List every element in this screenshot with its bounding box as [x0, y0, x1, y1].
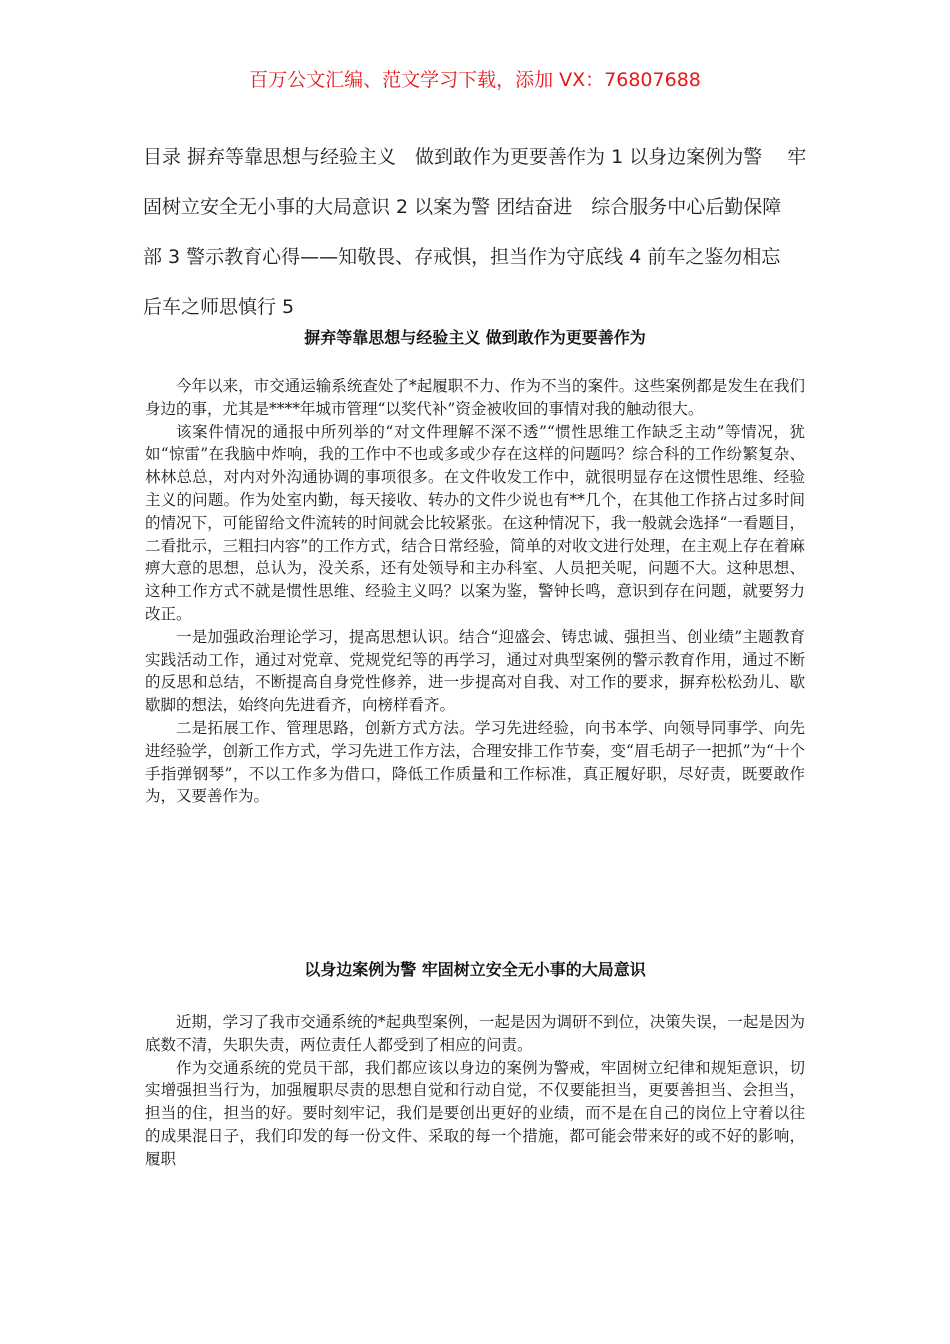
article-title: 摒弃等靠思想与经验主义 做到敢作为更要善作为 [304, 328, 646, 347]
paragraph: 一是加强政治理论学习，提高思想认识。结合“迎盛会、铸忠诚、强担当、创业绩”主题教育实践活动工作，通过对党章、党规党纪等的再学习，通过对典型案例的警示教育作用，通过不断的反思和总结，不断提高自身党性修养，进一步提高对自我、对工作的要求，摒弃松松劲儿、歇歇脚的想法，始终向先进看齐，向榜样看齐。 [145, 627, 805, 715]
paragraph: 今年以来，市交通运输系统查处了*起履职不力、作为不当的案件。这些案例都是发生在我们身边的事，尤其是****年城市管理“以奖代补”资金被收回的事情对我的触动很大。 [145, 377, 805, 418]
article-body [145, 1011, 805, 1171]
paragraph: 该案件情况的通报中所列举的“对文件理解不深不透”“惯性思维工作缺乏主动”等情况，犹如“惊雷”在我脑中炸响，我的工作中不也或多或少存在这样的问题吗？综合科的工作纷繁复杂、林林总总，对内对外沟通协调的事项很多。在文件收发工作中，就很明显存在这惯性思维、经验主义的问题。作为处室内勤，每天接收、转办的文件少说也有**几个，在其他工作挤占过多时间的情况下，可能留给文件流转的时间就会比较紧张。在这种情况下，我一般就会选择“一看题目，二看批示，三粗扫内容”的工作方式，结合日常经验，简单的对收文进行处理，在主观上存在着麻痹大意的思想，总认为，没关系，还有处领导和主办科室、人员把关呢，问题不大。这种思想、这种工作方式不就是惯性思维、经验主义吗？以案为鉴，警钟长鸣，意识到存在问题，就要努力改正。 [145, 422, 805, 623]
toc-line: 后车之师思慎行 5 [143, 296, 295, 318]
toc-line: 目录 摒弃等靠思想与经验主义 做到敢作为更要善作为 1 以身边案例为警 牢 [143, 146, 807, 168]
toc-line: 部 3 警示教育心得——知敬畏、存戒惧，担当作为守底线 4 前车之鉴勿相忘 [143, 246, 781, 268]
table-of-contents [143, 132, 813, 332]
paragraph: 二是拓展工作、管理思路，创新方式方法。学习先进经验，向书本学、向领导同事学、向先进经验学，创新工作方式，学习先进工作方法，合理安排工作节奏，变“眉毛胡子一把抓”为“十个手指弹钢琴”，不以工作多为借口，降低工作质量和工作标准，真正履好职，尽好责，既要敢作为，又要善作为。 [145, 718, 805, 806]
paragraph: 近期，学习了我市交通系统的*起典型案例，一起是因为调研不到位，决策失误，一起是因为底数不清，失职失责，两位责任人都受到了相应的问责。 [145, 1013, 805, 1054]
article-title: 以身边案例为警 牢固树立安全无小事的大局意识 [304, 960, 646, 979]
toc-line: 固树立安全无小事的大局意识 2 以案为警 团结奋进 综合服务中心后勤保障 [143, 196, 782, 218]
article-body [145, 375, 805, 808]
header-banner: 百万公文汇编、范文学习下载，添加 VX：76807688 [249, 69, 701, 91]
paragraph: 作为交通系统的党员干部，我们都应该以身边的案例为警戒，牢固树立纪律和规矩意识，切实增强担当行为，加强履职尽责的思想自觉和行动自觉，不仅要能担当，更要善担当、会担当，担当的住，担当的好。要时刻牢记，我们是要创出更好的业绩，而不是在自己的岗位上守着以往的成果混日子，我们印发的每一份文件、采取的每一个措施，都可能会带来好的或不好的影响，履职 [145, 1058, 805, 1168]
